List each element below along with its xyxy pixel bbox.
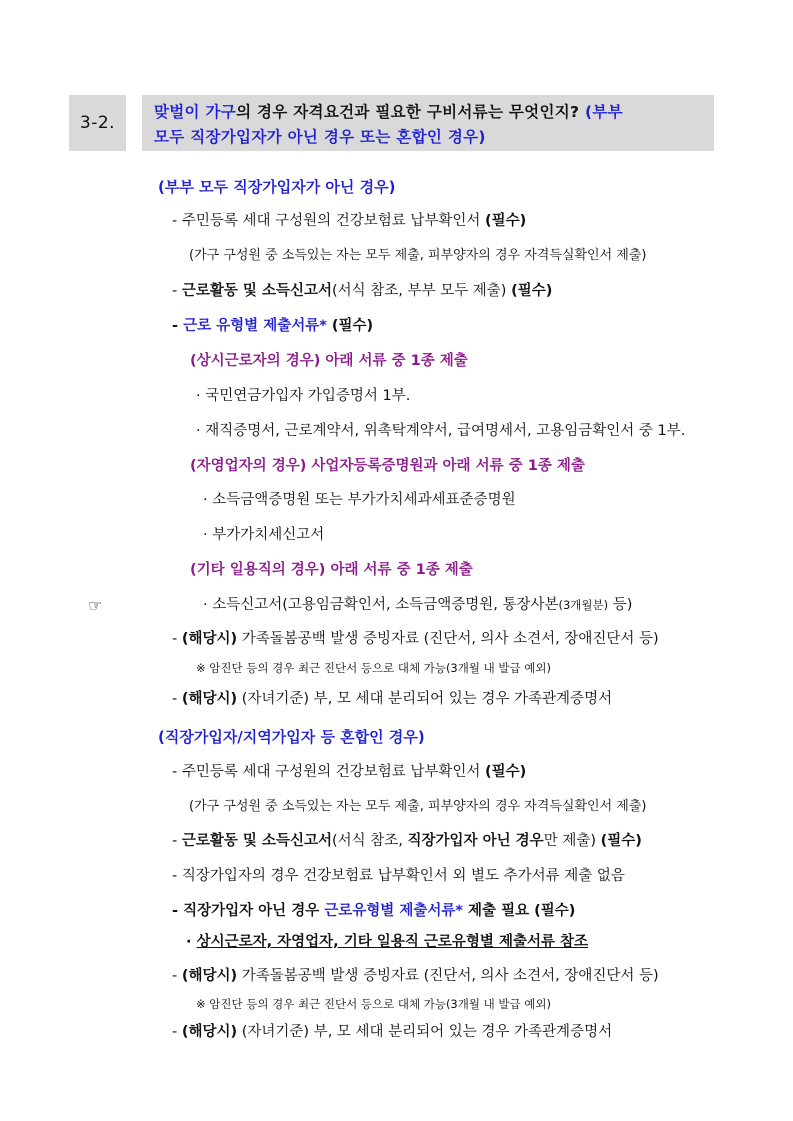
item-text: (자녀기준) 부, 모 세대 분리되어 있는 경우 가족관계증명서 xyxy=(237,1024,613,1040)
item-text: - 주민등록 세대 구성원의 건강보험료 납부확인서 xyxy=(172,764,486,780)
sub-heading-regular-worker: (상시근로자의 경우) 아래 서류 중 1종 제출 xyxy=(190,353,468,369)
section2-item-care-gap xyxy=(172,966,659,986)
item-text: 가족돌봄공백 발생 증빙자료 (진단서, 의사 소견서, 장애진단서 등) xyxy=(237,631,659,647)
item-dot: · xyxy=(186,934,197,950)
section2-work-type-reference xyxy=(186,932,588,952)
section2-care-gap-note: ※ 암진단 등의 경우 최근 진단서 등으로 대체 가능(3개월 내 발급 예외) xyxy=(196,997,551,1011)
section1-heading: (부부 모두 직장가입자가 아닌 경우) xyxy=(158,178,396,196)
section2-item-insurance-note: (가구 구성원 중 소득있는 자는 모두 제출, 피부양자의 경우 자격득실확인서 제출) xyxy=(189,799,647,814)
sub-item-pension: · 국민연금가입자 가입증명서 1부. xyxy=(196,388,411,404)
section1-care-gap-note: ※ 암진단 등의 경우 최근 진단서 등으로 대체 가능(3개월 내 발급 예외) xyxy=(196,661,551,675)
sub-heading-day-worker: (기타 일용직의 경우) 아래 서류 중 1종 제출 xyxy=(190,562,473,578)
item-bold-text-2: 제출 필요 (필수) xyxy=(462,903,576,919)
item-bold-text: 근로활동 및 소득신고서 xyxy=(181,283,333,299)
required-label: (필수) xyxy=(326,318,374,334)
section1-item-insurance-note: (가구 구성원 중 소득있는 자는 모두 제출, 피부양자의 경우 자격득실확인서 제출) xyxy=(189,248,647,263)
item-small-text: (3개월분) xyxy=(558,598,609,612)
item-text: (자녀기준) 부, 모 세대 분리되어 있는 경우 가족관계증명서 xyxy=(237,691,613,707)
section2-item-family-cert xyxy=(172,1022,612,1042)
section1-item-income-report xyxy=(172,281,552,301)
item-blue-text: 근로유형별 제출서류* xyxy=(324,903,463,919)
section2-item-insurance xyxy=(172,762,526,782)
section2-item-workplace-note: - 직장가입자의 경우 건강보험료 납부확인서 외 별도 추가서류 제출 없음 xyxy=(172,868,625,884)
question-title-text: 의 경우 자격요건과 필요한 구비서류는 무엇인지? xyxy=(236,103,580,121)
item-text: 가족돌봄공백 발생 증빙자료 (진단서, 의사 소견서, 장애진단서 등) xyxy=(237,968,659,984)
item-text: · 소득신고서(고용임금확인서, 소득금액증명원, 통장사본 xyxy=(203,597,559,613)
item-dash: - xyxy=(172,318,184,334)
section1-item-insurance xyxy=(172,211,526,231)
item-dash: - xyxy=(172,968,182,984)
sub-item-employment-docs: · 재직증명서, 근로계약서, 위촉탁계약서, 급여명세서, 고용임금확인서 중 1부. xyxy=(196,423,686,439)
item-text: - 주민등록 세대 구성원의 건강보험료 납부확인서 xyxy=(172,213,486,229)
required-label: (필수) xyxy=(485,764,527,780)
item-dash: - xyxy=(172,691,182,707)
item-bold-text: 근로활동 및 소득신고서 xyxy=(181,833,333,849)
question-number: 3-2. xyxy=(69,95,126,151)
item-text-end: 등) xyxy=(608,597,633,613)
item-text-2: 만 제출) xyxy=(543,833,601,849)
section1-item-work-type xyxy=(172,316,373,336)
item-dash: - xyxy=(172,631,182,647)
required-label: (필수) xyxy=(600,833,642,849)
required-label: (필수) xyxy=(511,283,553,299)
section2-item-income-report xyxy=(172,831,642,851)
item-bold-text: (해당시) xyxy=(181,691,238,707)
sub-item-income-report xyxy=(203,595,632,615)
item-bold-text: (해당시) xyxy=(181,631,238,647)
sub-heading-self-employed: (자영업자의 경우) 사업자등록증명원과 아래 서류 중 1종 제출 xyxy=(190,458,585,474)
section2-heading: (직장가입자/지역가입자 등 혼합인 경우) xyxy=(158,728,425,746)
item-dash: - xyxy=(172,283,182,299)
item-bold-text: (해당시) xyxy=(181,1024,238,1040)
sub-item-vat-report: · 부가가치세신고서 xyxy=(203,527,325,543)
item-dash: - xyxy=(172,833,182,849)
question-title-suffix: (부부 xyxy=(579,103,623,121)
section1-item-family-cert xyxy=(172,689,612,709)
item-bold-text-2: 직장가입자 아닌 경우 xyxy=(407,833,544,849)
item-text: (서식 참조, xyxy=(332,833,408,849)
required-label: (필수) xyxy=(485,213,527,229)
sub-item-income-cert: · 소득금액증명원 또는 부가가치세과세표준증명원 xyxy=(203,492,516,508)
item-dash: - xyxy=(172,1024,182,1040)
question-title-line2: 모두 직장가입자가 아닌 경우 또는 혼합인 경우) xyxy=(154,128,486,146)
question-title-highlight: 맞벌이 가구 xyxy=(154,103,237,121)
item-bold-text: (해당시) xyxy=(181,968,238,984)
item-bold-text: - 직장가입자 아닌 경우 xyxy=(172,903,325,919)
item-underlined-text: 상시근로자, 자영업자, 기타 일용직 근로유형별 제출서류 참조 xyxy=(196,934,589,950)
section2-item-work-type xyxy=(172,901,575,921)
item-blue-text: 근로 유형별 제출서류* xyxy=(183,318,327,334)
item-text: (서식 참조, 부부 모두 제출) xyxy=(332,283,512,299)
section1-item-care-gap xyxy=(172,629,659,649)
pointing-hand-icon: ☞ xyxy=(88,596,103,615)
question-title xyxy=(142,95,714,151)
